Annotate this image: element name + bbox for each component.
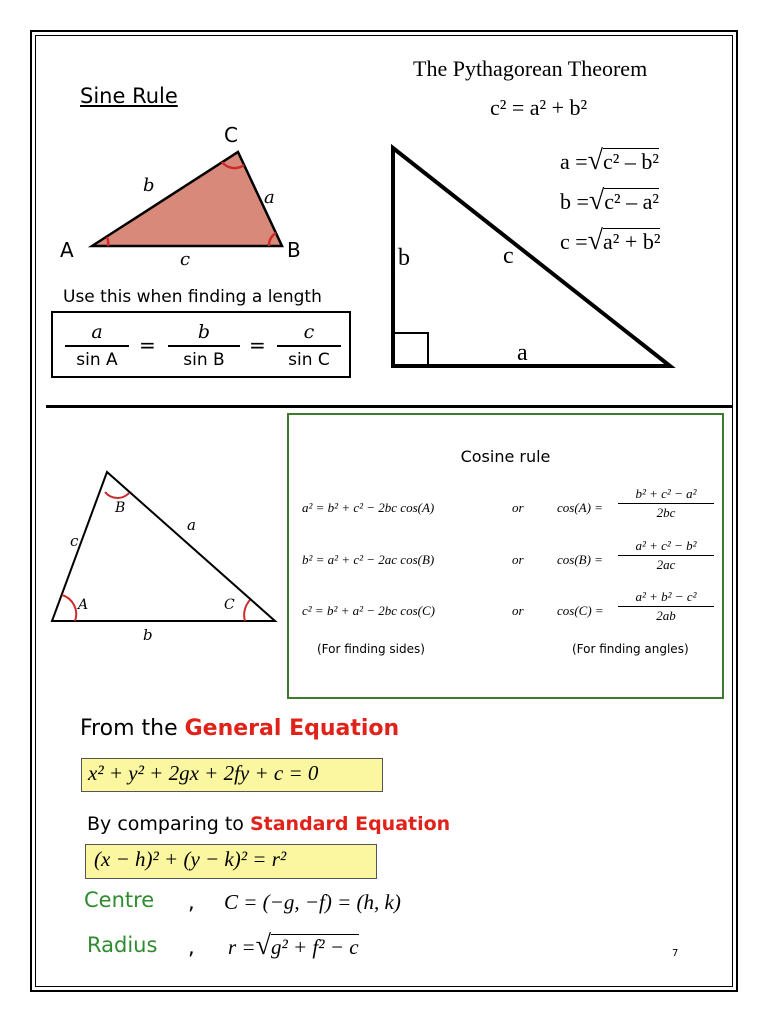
standard-equation-heading xyxy=(87,813,450,835)
fraction-denominator: 2ac xyxy=(656,557,676,572)
fraction-bar xyxy=(618,606,714,607)
sine-triangle-shape xyxy=(92,152,282,246)
fraction-denominator: sin C xyxy=(288,350,330,370)
fraction-denominator: sin A xyxy=(76,350,118,370)
radicand: c² – a² xyxy=(604,189,660,214)
cosine-vertex-c: C xyxy=(224,597,235,613)
cosine-angle-lhs-c: cos(C) = xyxy=(557,603,604,618)
section-divider xyxy=(46,405,732,408)
fraction-bar xyxy=(277,345,341,347)
cosine-note-angles: (For finding angles) xyxy=(572,642,689,656)
cosine-side-a: a xyxy=(187,516,196,534)
cosine-side-formula-b: b² = a² + c² − 2ac cos(B) xyxy=(302,552,435,567)
pythagorean-side-c: c xyxy=(503,243,514,269)
fraction-bar xyxy=(618,555,714,556)
general-equation-label: General Equation xyxy=(184,716,400,741)
cosine-angle-fraction-b xyxy=(618,538,714,573)
sqrt-icon: √ xyxy=(587,225,604,256)
heading-text: From the xyxy=(80,716,178,741)
sine-fraction-a xyxy=(61,321,133,371)
radicand: c² – b² xyxy=(603,149,660,174)
pythagorean-side-b: b xyxy=(398,245,410,271)
sine-side-a: a xyxy=(264,187,275,208)
right-triangle xyxy=(385,140,685,375)
standard-equation-label: Standard Equation xyxy=(249,813,451,835)
angle-arc-a xyxy=(107,237,108,246)
fraction-numerator: a xyxy=(91,321,103,343)
cosine-side-b: b xyxy=(143,626,153,644)
sine-rule-formula-box xyxy=(51,311,351,378)
fraction-denominator: sin B xyxy=(183,350,225,370)
radius-label: Radius xyxy=(87,933,158,957)
fraction-bar xyxy=(65,345,129,347)
fraction-numerator: b² + c² − a² xyxy=(635,486,697,501)
sqrt-icon: √ xyxy=(588,185,605,216)
fraction-bar xyxy=(168,345,240,347)
sine-rule-title: Sine Rule xyxy=(80,84,178,108)
fraction-denominator: 2ab xyxy=(656,608,676,623)
angle-arc-b xyxy=(105,492,129,498)
radius-comma: , xyxy=(188,935,195,959)
equals-sign: = xyxy=(249,333,266,357)
pythagorean-main-equation: c² = a² + b² xyxy=(490,95,588,120)
sine-vertex-a: A xyxy=(60,238,74,262)
fraction-numerator: c xyxy=(303,321,315,343)
sine-side-b: b xyxy=(143,175,155,196)
sqrt-icon: √ xyxy=(255,930,271,961)
pythagorean-title: The Pythagorean Theorem xyxy=(413,56,648,81)
cosine-side-c: c xyxy=(70,532,79,550)
cosine-angle-fraction-a xyxy=(618,486,714,521)
cosine-or-label: or xyxy=(512,552,524,567)
sine-rule-usage-text: Use this when finding a length xyxy=(63,287,322,307)
sine-fraction-b xyxy=(164,321,244,371)
general-equation-heading xyxy=(80,716,399,741)
angle-arc-c xyxy=(244,600,250,621)
centre-label: Centre xyxy=(84,888,155,912)
cosine-vertex-b: B xyxy=(115,500,126,516)
sine-vertex-c: C xyxy=(224,123,238,147)
cosine-or-label: or xyxy=(512,500,524,515)
right-angle-marker xyxy=(393,333,428,366)
cosine-angle-fraction-c xyxy=(618,589,714,624)
radicand: a² + b² xyxy=(603,229,661,254)
heading-text: By comparing to xyxy=(87,813,244,835)
cosine-vertex-a: A xyxy=(78,597,89,613)
radicand: g² + f² − c xyxy=(270,935,359,959)
fraction-numerator: a² + c² − b² xyxy=(635,538,697,553)
fraction-bar xyxy=(618,503,714,504)
fraction-denominator: 2bc xyxy=(656,505,676,520)
angle-arc-a xyxy=(62,595,76,621)
fraction-numerator: b xyxy=(197,321,211,343)
equation-lhs: c = xyxy=(560,229,588,254)
cosine-note-sides: (For finding sides) xyxy=(317,642,425,656)
cosine-side-formula-c: c² = b² + a² − 2bc cos(C) xyxy=(302,603,435,618)
cosine-angle-lhs-a: cos(A) = xyxy=(557,500,603,515)
sine-vertex-b: B xyxy=(287,238,301,262)
cosine-side-formula-a: a² = b² + c² − 2bc cos(A) xyxy=(302,500,435,515)
cosine-rule-title: Cosine rule xyxy=(460,447,551,466)
sqrt-icon: √ xyxy=(587,145,604,176)
equation-lhs: r = xyxy=(228,935,256,959)
pythagorean-side-a: a xyxy=(517,340,528,366)
right-triangle-shape xyxy=(393,148,670,366)
centre-comma: , xyxy=(188,890,195,914)
cosine-angle-lhs-b: cos(B) = xyxy=(557,552,603,567)
equals-sign: = xyxy=(139,333,156,357)
standard-equation-formula: (x − h)² + (y − k)² = r² xyxy=(85,844,377,879)
equation-lhs: b = xyxy=(560,189,589,214)
sine-side-c: c xyxy=(180,249,191,270)
general-equation-formula: x² + y² + 2gx + 2fy + c = 0 xyxy=(81,758,383,792)
page-number: 7 xyxy=(672,948,679,959)
cosine-or-label: or xyxy=(512,603,524,618)
radius-formula xyxy=(228,930,359,962)
fraction-numerator: a² + b² − c² xyxy=(635,589,697,604)
centre-formula: C = (−g, −f) = (h, k) xyxy=(224,890,401,914)
equation-lhs: a = xyxy=(560,149,588,174)
sine-fraction-c xyxy=(273,321,345,371)
